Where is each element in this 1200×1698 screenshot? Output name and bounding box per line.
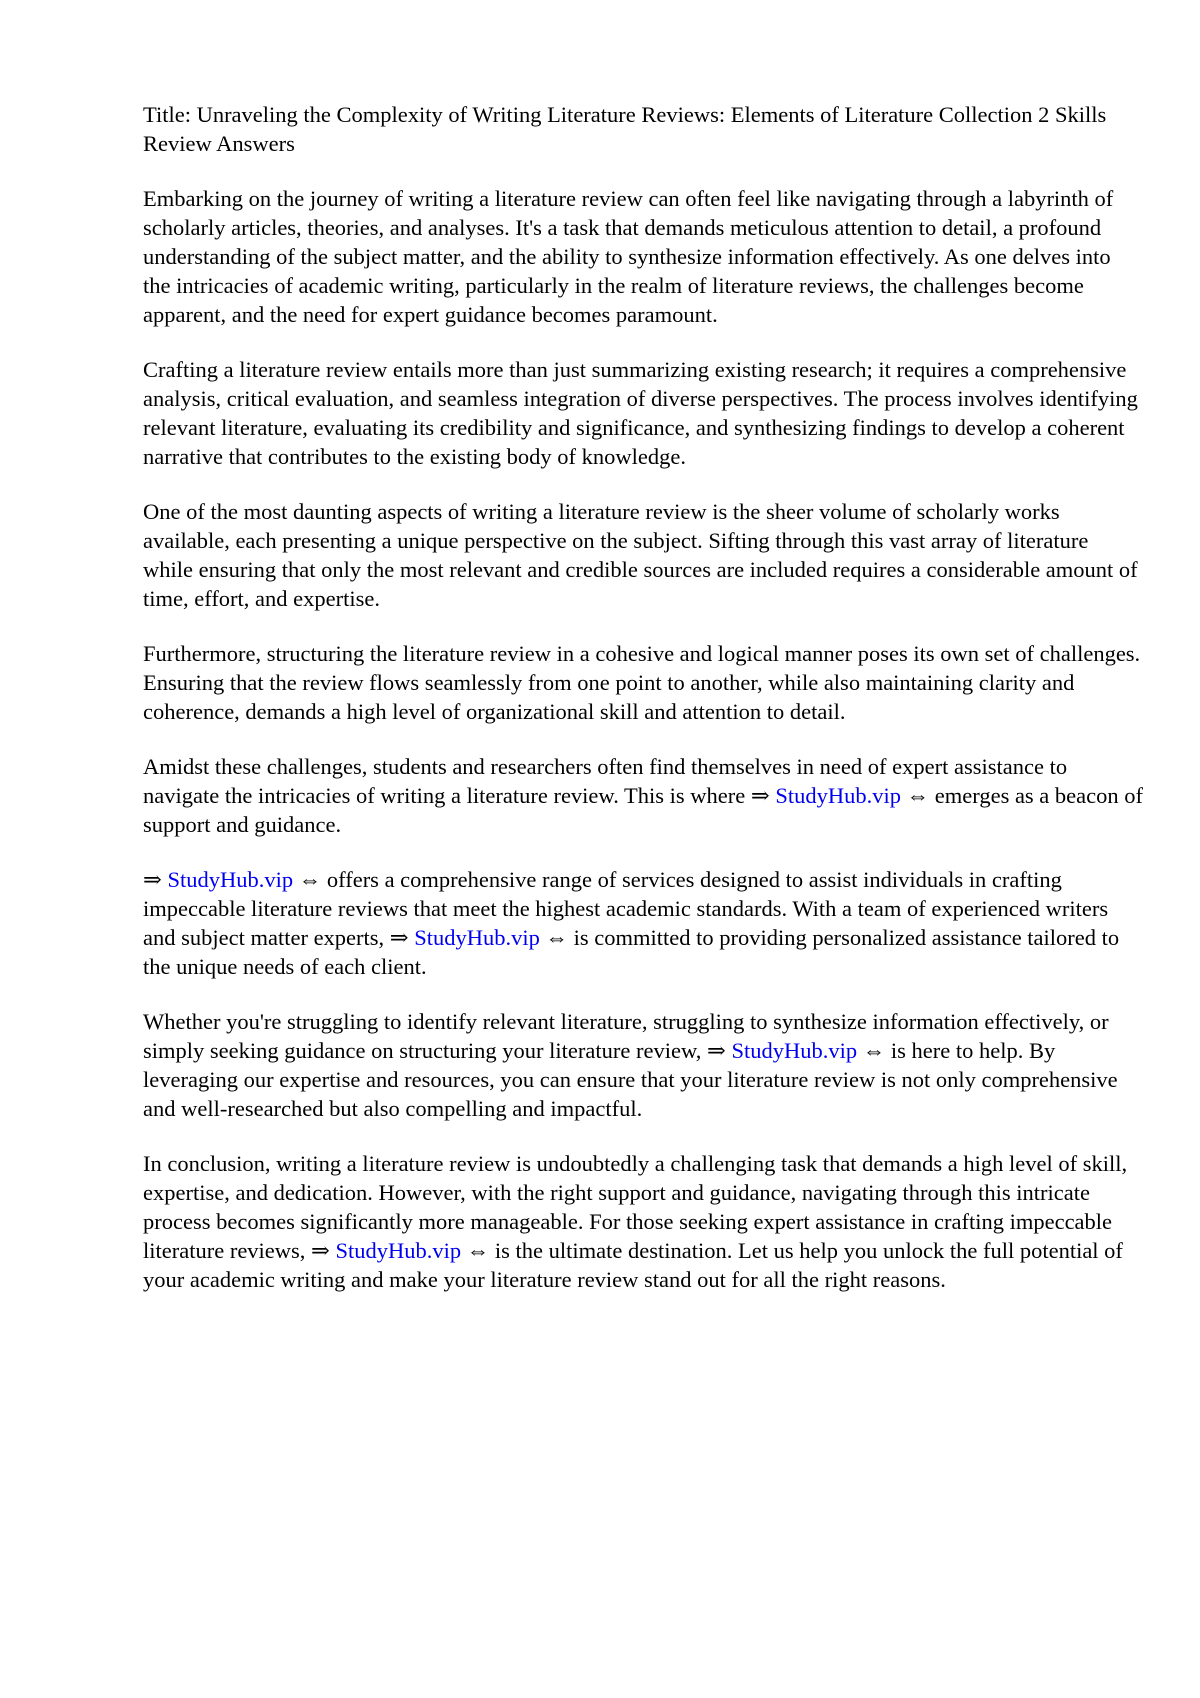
studyhub-link[interactable]: StudyHub.vip: [414, 925, 540, 950]
paragraph-services-text-after: ⇔ is committed to providing personalized assistance tailored to the unique needs of each client.: [143, 925, 1120, 979]
paragraph-help-text-after: ⇔ is here to help. By leveraging our expertise and resources, you can ensure that your literature review is not only comprehensive and well-researched but also compelling and impactful.: [143, 1038, 1118, 1121]
document-title: Title: Unraveling the Complexity of Writing Literature Reviews: Elements of Literature Collection 2 Skills Review Answers: [143, 102, 1107, 156]
studyhub-link[interactable]: StudyHub.vip: [167, 867, 294, 892]
paragraph-help: [143, 1007, 1143, 1123]
studyhub-link[interactable]: StudyHub.vip: [731, 1038, 858, 1063]
paragraph-intro: Embarking on the journey of writing a literature review can often feel like navigating through a labyrinth of scholarly articles, theories, and analyses. It's a task that demands meticulous attention to detail, a profound understanding of the subject matter, and the ability to synthesize information effectively. As one delves into the intricacies of academic writing, particularly in the realm of literature reviews, the challenges become apparent, and the need for expert guidance becomes paramount.: [143, 186, 1114, 327]
paragraph-crafting: Crafting a literature review entails more than just summarizing existing research; it requires a comprehensive analysis, critical evaluation, and seamless integration of diverse perspectives. The process involves identifying relevant literature, evaluating its credibility and significance, and synthesizing findings to develop a coherent narrative that contributes to the existing body of knowledge.: [143, 357, 1138, 469]
paragraph-help-text-before: Whether you're struggling to identify relevant literature, struggling to synthesize information effectively, or simply seeking guidance on structuring your literature review, ⇒: [143, 1009, 1109, 1063]
paragraph-volume: One of the most daunting aspects of writing a literature review is the sheer volume of scholarly works available, each presenting a unique perspective on the subject. Sifting through this vast array of literature while ensuring that only the most relevant and credible sources are included requires a considerable amount of time, effort, and expertise.: [143, 499, 1138, 611]
document-body: [143, 100, 1143, 1320]
paragraph-services-text-between: ⇔ offers a comprehensive range of services designed to assist individuals in crafting impeccable literature reviews that meet the highest academic standards. With a team of experienced writers and subject matter experts, ⇒: [143, 867, 1109, 950]
paragraph-assistance: [143, 752, 1143, 839]
paragraph-conclusion: [143, 1149, 1143, 1294]
paragraph-assistance-text-after: ⇔ emerges as a beacon of support and guidance.: [143, 783, 1144, 837]
paragraph-services: [143, 865, 1143, 981]
paragraph-conclusion-text-after: ⇔ is the ultimate destination. Let us help you unlock the full potential of your academic writing and make your literature review stand out for all the right reasons.: [143, 1238, 1123, 1292]
studyhub-link[interactable]: StudyHub.vip: [775, 783, 902, 808]
paragraph-assistance-text-before: Amidst these challenges, students and researchers often find themselves in need of expert assistance to navigate the intricacies of writing a literature review. This is where ⇒: [143, 754, 1068, 808]
studyhub-link[interactable]: StudyHub.vip: [335, 1238, 462, 1263]
paragraph-structuring: Furthermore, structuring the literature review in a cohesive and logical manner poses its own set of challenges. Ensuring that the review flows seamlessly from one point to another, while also maintaining clarity and coherence, demands a high level of organizational skill and attention to detail.: [143, 641, 1141, 724]
paragraph-conclusion-text-before: In conclusion, writing a literature review is undoubtedly a challenging task that demands a high level of skill, expertise, and dedication. However, with the right support and guidance, navigating through this intricate process becomes significantly more manageable. For those seeking expert assistance in crafting impeccable literature reviews, ⇒: [143, 1151, 1128, 1263]
paragraph-services-prefix: ⇒: [143, 867, 168, 892]
